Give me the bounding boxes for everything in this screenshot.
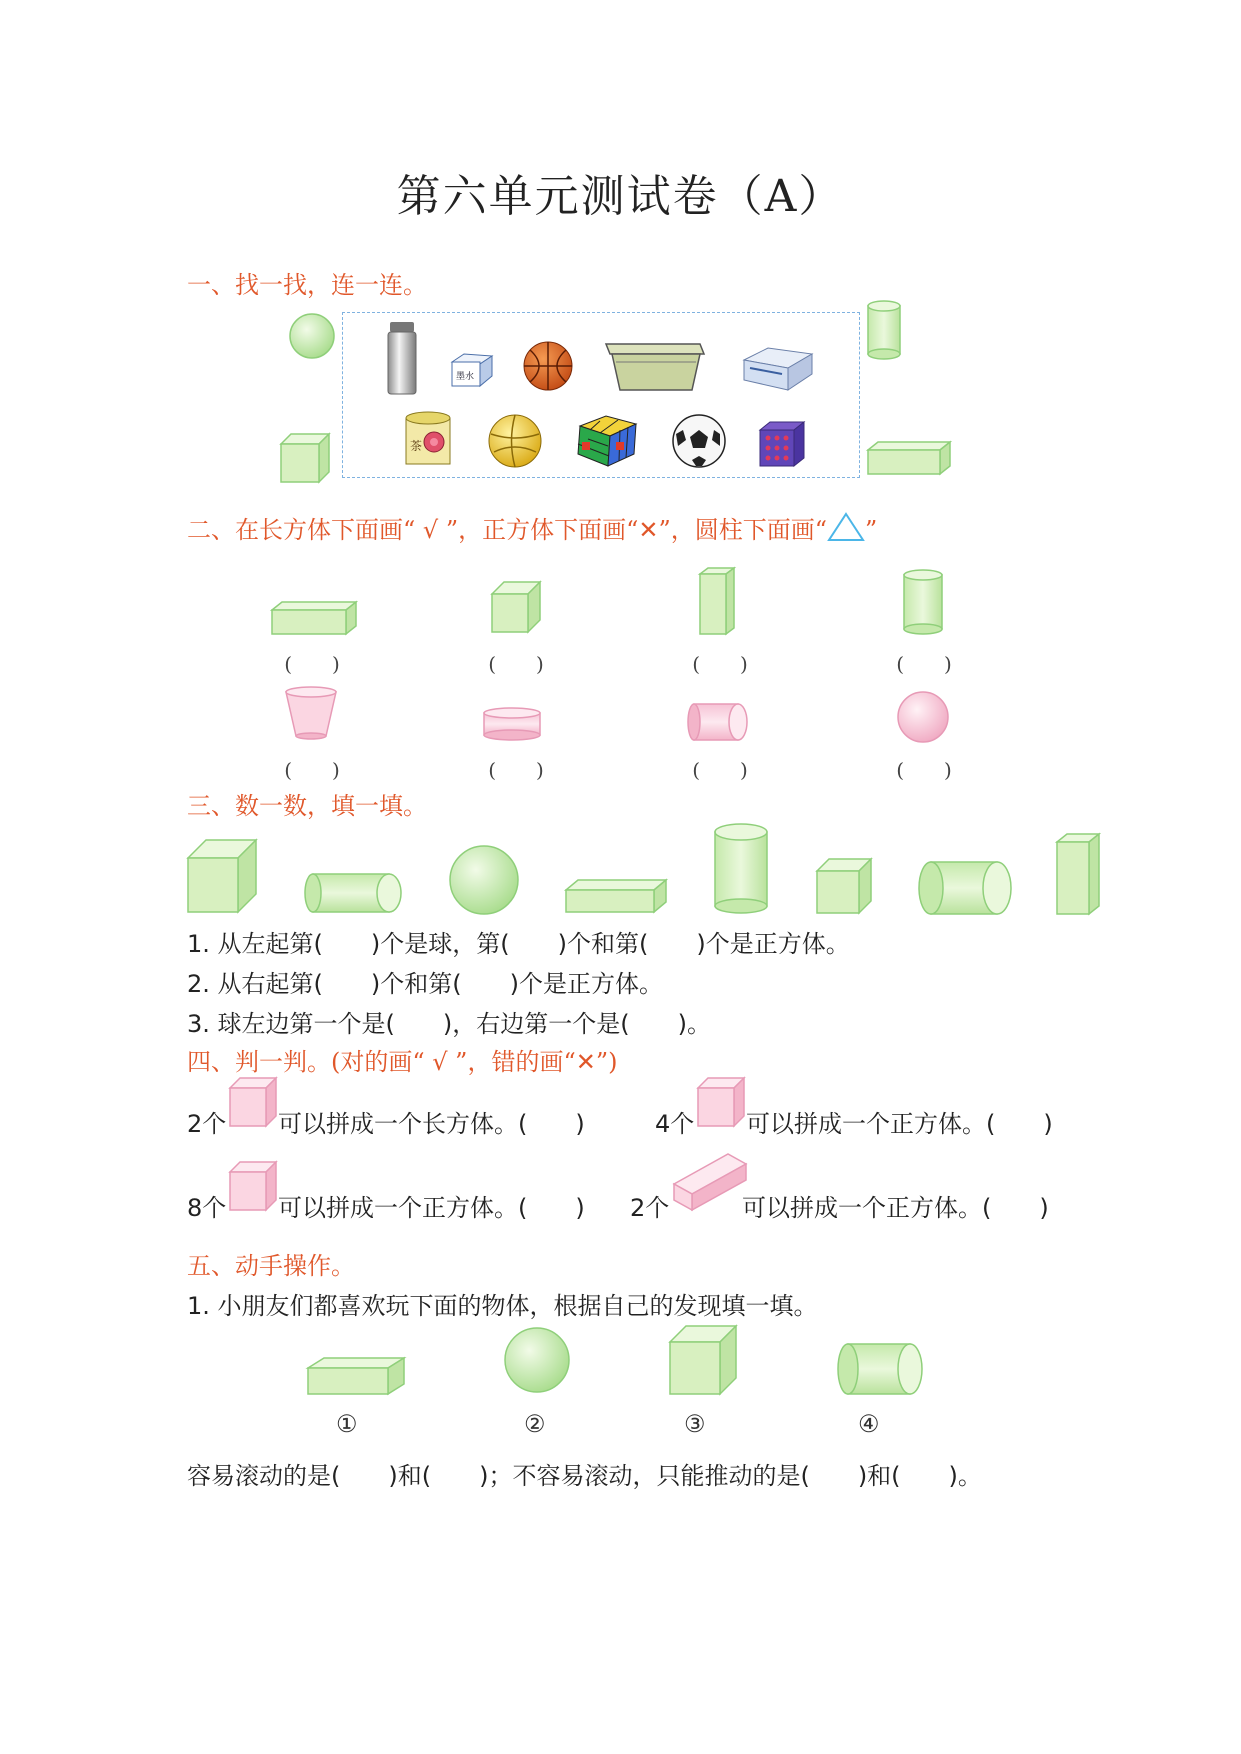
answer-blank[interactable]: ( ) bbox=[284, 758, 340, 782]
soccer-ball-icon bbox=[670, 412, 728, 470]
dice-icon bbox=[758, 420, 806, 468]
judge-item-count: 4个 bbox=[655, 1110, 695, 1138]
section-5-heading: 五、动手操作。 bbox=[187, 1252, 355, 1280]
question-5-answer: 容易滚动的是( )和( )；不容易滚动，只能推动的是( )和( )。 bbox=[187, 1462, 982, 1490]
judge-item-text: 可以拼成一个长方体。( ) bbox=[278, 1110, 585, 1138]
cuboid-shape bbox=[866, 440, 952, 476]
cuboid-shape bbox=[698, 566, 736, 636]
sphere-shape bbox=[448, 844, 520, 916]
section-2-heading-text: 二、在长方体下面画“ √ ”，正方体下面画“✕”，圆柱下面画“ bbox=[187, 516, 828, 544]
ink-box-label: 墨水 bbox=[456, 372, 475, 382]
answer-blank[interactable]: ( ) bbox=[284, 652, 340, 676]
answer-blank[interactable]: ( ) bbox=[896, 652, 952, 676]
volleyball-icon bbox=[486, 412, 544, 470]
pink-cuboid-shape bbox=[672, 1152, 748, 1212]
judge-item-text: 可以拼成一个正方体。( ) bbox=[746, 1110, 1053, 1138]
pink-cube-shape bbox=[228, 1160, 278, 1212]
tissue-box-icon bbox=[740, 344, 814, 394]
cylinder-shape bbox=[303, 872, 403, 914]
cube-shape bbox=[815, 857, 873, 915]
triangle-icon bbox=[827, 512, 865, 542]
shape-label-3: ③ bbox=[684, 1410, 706, 1438]
section-3-heading: 三、数一数，填一填。 bbox=[187, 792, 427, 820]
judge-item-text: 可以拼成一个正方体。( ) bbox=[278, 1194, 585, 1222]
sphere-shape bbox=[503, 1326, 571, 1394]
cube-shape bbox=[668, 1324, 738, 1396]
rubiks-cube-icon bbox=[576, 412, 638, 468]
section-1-heading: 一、找一找，连一连。 bbox=[187, 271, 427, 299]
answer-blank[interactable]: ( ) bbox=[488, 652, 544, 676]
judge-item-count: 8个 bbox=[187, 1194, 227, 1222]
answer-blank[interactable]: ( ) bbox=[488, 758, 544, 782]
cuboid-shape bbox=[306, 1356, 406, 1396]
sphere-shape bbox=[288, 312, 336, 360]
pink-cube-shape bbox=[228, 1076, 278, 1128]
ink-box-icon bbox=[450, 352, 494, 388]
shape-label-4: ④ bbox=[858, 1410, 880, 1438]
cuboid-shape bbox=[564, 878, 668, 914]
shape-label-2: ② bbox=[524, 1410, 546, 1438]
answer-blank[interactable]: ( ) bbox=[692, 758, 748, 782]
svg-text:茶: 茶 bbox=[410, 439, 423, 453]
storage-box-icon bbox=[604, 336, 706, 394]
question-5-1: 1. 小朋友们都喜欢玩下面的物体，根据自己的发现填一填。 bbox=[187, 1292, 818, 1320]
question-3-3: 3. 球左边第一个是( )，右边第一个是( )。 bbox=[187, 1010, 711, 1038]
answer-blank[interactable]: ( ) bbox=[692, 652, 748, 676]
shape-label-1: ① bbox=[336, 1410, 358, 1438]
section-2-heading-end: ” bbox=[865, 516, 878, 544]
tea-can-icon bbox=[402, 410, 454, 468]
cylinder-shape bbox=[902, 568, 944, 636]
cube-shape bbox=[279, 432, 331, 484]
basketball-icon bbox=[522, 340, 574, 392]
cuboid-shape bbox=[270, 600, 358, 636]
thermos-icon bbox=[384, 318, 420, 398]
cube-shape bbox=[186, 838, 258, 914]
section-2-heading bbox=[187, 510, 877, 545]
cylinder-shape bbox=[713, 822, 769, 916]
sphere-shape bbox=[896, 690, 950, 744]
cylinder-shape bbox=[482, 706, 542, 742]
cylinder-shape bbox=[866, 300, 902, 360]
answer-blank[interactable]: ( ) bbox=[896, 758, 952, 782]
page-title: 第六单元测试卷（A） bbox=[396, 171, 845, 222]
section-4-heading: 四、判一判。(对的画“ √ ”，错的画“✕”) bbox=[187, 1048, 618, 1076]
cylinder-shape bbox=[917, 860, 1013, 916]
cup-shape bbox=[284, 686, 338, 742]
judge-item-count: 2个 bbox=[630, 1194, 670, 1222]
judge-item-text: 可以拼成一个正方体。( ) bbox=[742, 1194, 1049, 1222]
cube-shape bbox=[490, 580, 542, 636]
question-3-1: 1. 从左起第( )个是球，第( )个和第( )个是正方体。 bbox=[187, 930, 850, 958]
pink-cube-shape bbox=[696, 1076, 746, 1128]
cuboid-shape bbox=[1055, 832, 1101, 916]
judge-item-count: 2个 bbox=[187, 1110, 227, 1138]
cylinder-shape bbox=[836, 1342, 924, 1396]
question-3-2: 2. 从右起第( )个和第( )个是正方体。 bbox=[187, 970, 663, 998]
cylinder-shape bbox=[686, 702, 750, 742]
